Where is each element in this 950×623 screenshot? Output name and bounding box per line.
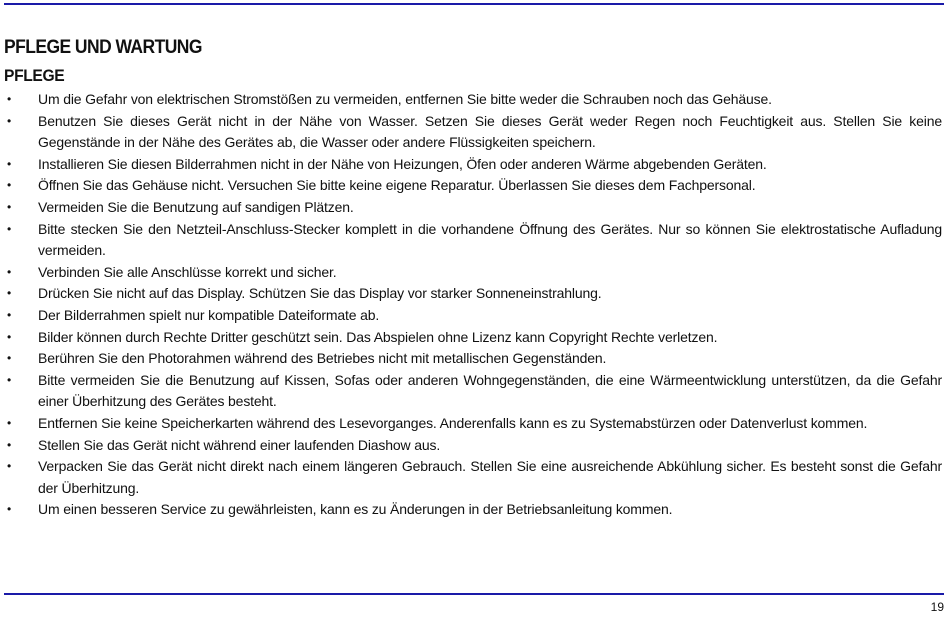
header-rule bbox=[4, 3, 944, 5]
list-item bbox=[4, 89, 942, 111]
list-item-text: Verbinden Sie alle Anschlüsse korrekt und sicher. bbox=[38, 263, 337, 280]
list-item bbox=[4, 413, 942, 435]
list-item bbox=[4, 305, 942, 327]
bullet-icon: • bbox=[7, 286, 12, 301]
list-item-text: Um einen besseren Service zu gewährleisten, kann es zu Änderungen in der Betriebsanleitung kommen. bbox=[38, 501, 673, 518]
list-item bbox=[4, 435, 942, 457]
footer-rule bbox=[4, 593, 944, 595]
bullet-icon: • bbox=[7, 221, 12, 236]
list-item-text: Entfernen Sie keine Speicherkarten während des Lesevorganges. Anderenfalls kann es zu Systemabstürzen oder Datenverlust kommen. bbox=[38, 414, 868, 431]
list-item bbox=[4, 197, 942, 219]
bullet-icon: • bbox=[7, 178, 12, 193]
bullet-icon: • bbox=[7, 329, 12, 344]
list-item-text: Bitte vermeiden Sie die Benutzung auf Kissen, Sofas oder anderen Wohngegenständen, die eine Wärmeentwicklung unterstützen, da die Gefahr einer Überhitzung des Gerätes besteht. bbox=[38, 371, 942, 410]
list-item bbox=[4, 175, 942, 197]
bullet-icon: • bbox=[7, 372, 12, 387]
list-item bbox=[4, 154, 942, 176]
list-item-text: Drücken Sie nicht auf das Display. Schützen Sie das Display vor starker Sonneneinstrahlung. bbox=[38, 285, 602, 302]
bullet-icon: • bbox=[7, 437, 12, 452]
list-item bbox=[4, 348, 942, 370]
list-item bbox=[4, 499, 942, 521]
care-instructions-list bbox=[4, 89, 942, 521]
list-item-text: Stellen Sie das Gerät nicht während einer laufenden Diashow aus. bbox=[38, 436, 441, 453]
list-item-text: Installieren Sie diesen Bilderrahmen nicht in der Nähe von Heizungen, Öfen oder anderen Wärme abgebenden Geräten. bbox=[38, 155, 767, 172]
list-item-text: Berühren Sie den Photorahmen während des Betriebes nicht mit metallischen Gegenständen. bbox=[38, 350, 607, 367]
bullet-icon: • bbox=[7, 351, 12, 366]
list-item-text: Vermeiden Sie die Benutzung auf sandigen Plätzen. bbox=[38, 198, 354, 215]
list-item-text: Verpacken Sie das Gerät nicht direkt nach einem längeren Gebrauch. Stellen Sie eine ausreichende Abkühlung sicher. Es besteht sonst die Gefahr der Überhitzung. bbox=[38, 458, 942, 496]
list-item bbox=[4, 456, 942, 499]
subsection-title: PFLEGE bbox=[4, 66, 65, 85]
list-item-text: Bitte stecken Sie den Netzteil-Anschluss-Stecker komplett in die vorhandene Öffnung des Gerätes. Nur so können Sie elektrostatische Aufladung vermeiden. bbox=[38, 220, 942, 259]
section-title: PFLEGE UND WARTUNG bbox=[4, 37, 202, 58]
list-item bbox=[4, 111, 942, 154]
bullet-icon: • bbox=[7, 92, 12, 106]
list-item-text: Benutzen Sie dieses Gerät nicht in der Nähe von Wasser. Setzen Sie dieses Gerät weder Regen noch Feuchtigkeit aus. Stellen Sie keine Gegenstände in der Nähe des Gerätes ab, die Wasser oder andere Flüssigkeiten speichern. bbox=[38, 112, 942, 151]
list-item-text: Der Bilderrahmen spielt nur kompatible Dateiformate ab. bbox=[38, 306, 380, 323]
bullet-icon: • bbox=[7, 502, 12, 517]
bullet-icon: • bbox=[7, 156, 12, 171]
list-item bbox=[4, 370, 942, 413]
page-number: 19 bbox=[930, 600, 944, 614]
list-item-text: Öffnen Sie das Gehäuse nicht. Versuchen Sie bitte keine eigene Reparatur. Überlassen Sie dieses dem Fachpersonal. bbox=[38, 177, 756, 194]
list-item bbox=[4, 219, 942, 262]
bullet-icon: • bbox=[7, 199, 12, 214]
bullet-icon: • bbox=[7, 459, 12, 474]
list-item-text: Bilder können durch Rechte Dritter geschützt sein. Das Abspielen ohne Lizenz kann Copyright Rechte verletzen. bbox=[38, 328, 718, 345]
bullet-icon: • bbox=[7, 307, 12, 322]
bullet-icon: • bbox=[7, 415, 12, 430]
page-content bbox=[4, 36, 942, 521]
list-item bbox=[4, 327, 942, 349]
bullet-icon: • bbox=[7, 264, 12, 279]
list-item bbox=[4, 283, 942, 305]
bullet-icon: • bbox=[7, 113, 12, 128]
list-item bbox=[4, 262, 942, 284]
list-item-text: Um die Gefahr von elektrischen Stromstößen zu vermeiden, entfernen Sie bitte weder die Schrauben noch das Gehäuse. bbox=[38, 91, 772, 107]
